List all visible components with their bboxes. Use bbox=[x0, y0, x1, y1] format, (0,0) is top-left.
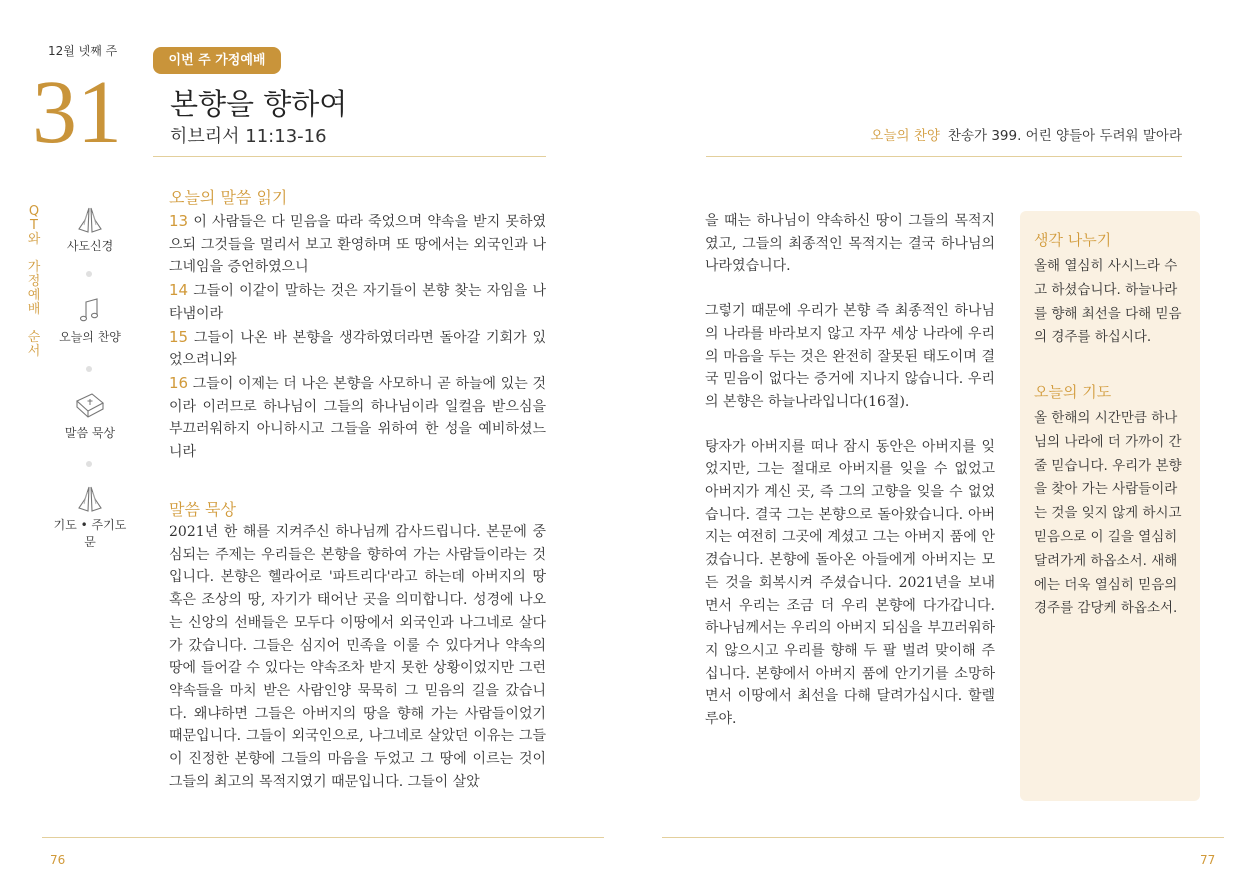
order-item-prayer bbox=[50, 484, 130, 550]
header-divider bbox=[706, 156, 1182, 157]
verse-number: 13 bbox=[169, 212, 189, 230]
verse bbox=[169, 326, 546, 372]
title-divider bbox=[153, 156, 546, 157]
verse-text: 그들이 이제는 더 나은 본향을 사모하니 곧 하늘에 있는 것이라 이러므로 하나님이 그들의 하나님이라 일컬음 받으심을 부끄러워하지 아니하시고 그들을 위하여 한 성을 예비하셨느니라 bbox=[169, 375, 546, 461]
order-dot bbox=[86, 366, 92, 372]
vertical-char: 가 bbox=[27, 260, 41, 275]
reading-heading: 오늘의 말씀 읽기 bbox=[169, 188, 288, 207]
bible-book-icon bbox=[72, 390, 108, 422]
meditation-paragraph: 을 때는 하나님이 약속하신 땅이 그들의 목적지였고, 그들의 최종적인 목적지는 결국 하나님의 나라였습니다. bbox=[705, 213, 995, 275]
order-dot bbox=[86, 271, 92, 277]
day-number: 31 bbox=[32, 63, 122, 162]
verse-text: 그들이 이같이 말하는 것은 자기들이 본향 찾는 자임을 나타냄이라 bbox=[169, 283, 547, 322]
hymn-title: 찬송가 399. 어린 양들아 두려워 말아라 bbox=[947, 128, 1182, 144]
praying-hands-icon bbox=[72, 484, 108, 514]
order-item-label: 말씀 묵상 bbox=[64, 426, 116, 440]
footer-divider bbox=[662, 837, 1224, 838]
vertical-char: 정 bbox=[27, 274, 41, 289]
meditation-paragraph: 그렇기 때문에 우리가 본향 즉 최종적인 하나님의 나라를 바라보지 않고 자꾸 세상 나라에 우리의 마음을 두는 것은 완전히 잘못된 태도이며 결국 믿음이 없다는 증거에 지나지 않습니다. 우리의 본향은 하늘나라입니다(16절). bbox=[705, 303, 995, 410]
verse-number: 15 bbox=[169, 327, 189, 346]
weekly-worship-badge: 이번 주 가정예배 bbox=[153, 47, 281, 74]
scripture-reading bbox=[169, 210, 546, 464]
vertical-char: Q bbox=[28, 204, 40, 219]
page-title: 본향을 향하여 bbox=[170, 87, 348, 121]
today-hymn bbox=[870, 124, 1182, 144]
verse bbox=[169, 210, 546, 279]
week-label: 12월 넷째 주 bbox=[48, 44, 118, 58]
page-number-right: 77 bbox=[1200, 853, 1216, 867]
sidebar-panel bbox=[1020, 211, 1200, 801]
verse-number: 14 bbox=[169, 281, 189, 300]
verse bbox=[169, 372, 546, 464]
vertical-char: 서 bbox=[27, 344, 41, 359]
order-item-label: 사도신경 bbox=[66, 239, 114, 253]
page-number-left: 76 bbox=[50, 853, 66, 867]
verse-text: 이 사람들은 다 믿음을 따라 죽었으며 약속을 받지 못하였으되 그것들을 멀리서 보고 환영하며 또 땅에서는 외국인과 나그네임을 증언하였으니 bbox=[169, 214, 547, 276]
vertical-char: 순 bbox=[27, 330, 41, 345]
vertical-label bbox=[26, 205, 42, 359]
meditation-text: 2021년 한 해를 지켜주신 하나님께 감사드립니다. 본문에 중심되는 주제는 우리들은 본향을 향하여 가는 사람들이라는 것입니다. 본향은 헬라어로 '파트리다'라고 하는데 아버지의 땅 혹은 조상의 땅, 자기가 태어난 곳을 의미합니다. 성경에 나오는 신앙의 선배들은 모두다 이땅에서 외국인과 나그네로 살다가 갔습니다. 그들은 심지어 민족을 이룰 수 있다거나 약속의 땅에 들어갈 수 있다는 약속조차 받지 못한 상황이었지만 그런 약속들을 마치 받은 사람인양 묵묵히 그 믿음의 길을 갔습니다. 왜냐하면 그들은 아버지의 땅을 향해 가는 사람들이었기 때문입니다. 그들이 외국인으로, 나그네로 살았던 이유는 그들이 진정한 본향에 그들의 마음을 두었고 그 땅에 이르는 것이 그들의 최고의 목적지였기 때문입니다. 그들이 살았 bbox=[169, 524, 546, 790]
verse bbox=[169, 279, 546, 325]
vertical-char: T bbox=[30, 218, 38, 233]
prayer-heading: 오늘의 기도 bbox=[1034, 383, 1112, 401]
vertical-char: 와 bbox=[27, 232, 41, 247]
prayer-text: 올 한해의 시간만큼 하나님의 나라에 더 가까이 간 줄 믿습니다. 우리가 본향을 찾아 가는 사람들이라는 것을 잊지 않게 하시고 믿음으로 이 길을 열심히 달려가게 하옵소서. 새해에는 더욱 열심히 믿음의 경주를 감당케 하옵소서. bbox=[1034, 410, 1182, 617]
order-item-hymn bbox=[50, 296, 130, 345]
praying-hands-icon bbox=[72, 205, 108, 235]
scripture-reference: 히브리서 11:13-16 bbox=[170, 126, 327, 147]
order-item-label: 오늘의 찬양 bbox=[59, 330, 121, 344]
music-note-icon bbox=[72, 296, 108, 326]
footer-divider bbox=[42, 837, 604, 838]
share-text: 올해 열심히 사시느라 수고 하셨습니다. 하늘나라를 향해 최선을 다해 믿음의 경주를 하십시다. bbox=[1034, 258, 1182, 346]
order-item-label: 기도 • 주기도문 bbox=[53, 518, 127, 549]
hymn-label: 오늘의 찬양 bbox=[870, 128, 940, 144]
share-heading: 생각 나누기 bbox=[1034, 231, 1112, 249]
meditation-continued bbox=[705, 210, 995, 731]
verse-number: 16 bbox=[169, 373, 189, 392]
vertical-char: 예 bbox=[27, 288, 41, 303]
order-item-creed bbox=[50, 205, 130, 254]
vertical-char: 배 bbox=[27, 302, 41, 317]
verse-text: 그들이 나온 바 본향을 생각하였더라면 돌아갈 기회가 있었으려니와 bbox=[169, 329, 546, 369]
order-dot bbox=[86, 461, 92, 467]
meditation-paragraph: 탕자가 아버지를 떠나 잠시 동안은 아버지를 잊었지만, 그는 절대로 아버지를 잊을 수 없었고 아버지가 계신 곳, 즉 그의 고향을 잊을 수 없었습니다. 결국 그는 본향으로 돌아왔습니다. 아버지는 여전히 그곳에 계셨고 그는 아버지 품에 안겼습니다. 본향에 돌아온 아들에게 아버지는 모든 것을 회복시켜 주셨습니다. 2021년을 보내면서 우리는 조금 더 우리 본향에 다가갑니다. 하나님께서는 우리의 아버지 되심을 부끄러워하지 않으시고 우리를 향해 두 팔 벌려 맞이해 주십니다. 본향에서 아버지 품에 안기기를 소망하면서 이땅에서 최선을 다해 달려가십시다. 할렐루야. bbox=[705, 438, 995, 728]
meditation-heading: 말씀 묵상 bbox=[169, 500, 236, 519]
order-item-meditation bbox=[50, 390, 130, 441]
